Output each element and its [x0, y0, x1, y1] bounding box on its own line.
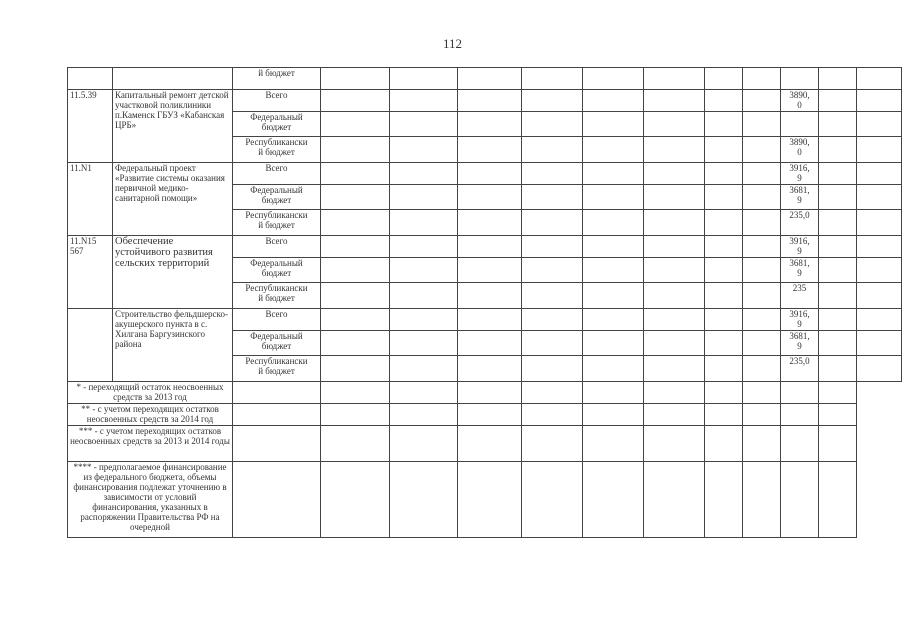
- empty-cell: [743, 404, 781, 426]
- empty-cell: [705, 112, 743, 137]
- empty-cell: [390, 404, 458, 426]
- empty-cell: [819, 356, 857, 382]
- empty-cell: [522, 185, 583, 210]
- empty-cell: [458, 356, 522, 382]
- empty-cell: [458, 163, 522, 185]
- empty-cell: [857, 90, 902, 112]
- empty-cell: [644, 90, 705, 112]
- empty-cell: [644, 137, 705, 163]
- empty-cell: [321, 68, 390, 90]
- table-row: [68, 90, 902, 112]
- empty-cell: [705, 163, 743, 185]
- amount-cell: 3681, 9: [781, 331, 819, 356]
- empty-cell: [743, 462, 781, 538]
- empty-cell: [644, 462, 705, 538]
- source-cell: й бюджет: [233, 68, 321, 90]
- empty-cell: [705, 236, 743, 258]
- empty-cell: [522, 356, 583, 382]
- program-code: 11.5.39: [68, 90, 113, 163]
- amount-cell: 235,0: [781, 210, 819, 236]
- empty-cell: [458, 137, 522, 163]
- empty-cell: [583, 236, 644, 258]
- empty-cell: [644, 356, 705, 382]
- funding-source: Федеральный бюджет: [233, 258, 321, 283]
- empty-cell: [458, 258, 522, 283]
- empty-cell: [458, 90, 522, 112]
- empty-cell: [390, 210, 458, 236]
- funding-source: Республикански й бюджет: [233, 137, 321, 163]
- empty-cell: [390, 112, 458, 137]
- empty-cell: [705, 68, 743, 90]
- empty-cell: [644, 331, 705, 356]
- empty-cell: [583, 258, 644, 283]
- empty-cell: [583, 331, 644, 356]
- empty-cell: [583, 90, 644, 112]
- empty-cell: [583, 426, 644, 462]
- empty-cell: [857, 68, 902, 90]
- empty-cell: [522, 210, 583, 236]
- empty-cell: [743, 163, 781, 185]
- empty-cell: [390, 258, 458, 283]
- empty-cell: [583, 382, 644, 404]
- empty-cell: [390, 90, 458, 112]
- empty-cell: [390, 462, 458, 538]
- funding-source: Республикански й бюджет: [233, 210, 321, 236]
- empty-cell: [819, 382, 857, 404]
- empty-cell: [705, 382, 743, 404]
- code-cell: [68, 68, 113, 90]
- name-cell: [113, 68, 233, 90]
- empty-cell: [321, 137, 390, 163]
- empty-cell: [743, 258, 781, 283]
- empty-cell: [321, 462, 390, 538]
- empty-cell: [705, 426, 743, 462]
- empty-cell: [857, 309, 902, 331]
- empty-cell: [819, 404, 857, 426]
- empty-cell: [583, 356, 644, 382]
- empty-cell: [819, 309, 857, 331]
- empty-cell: [321, 382, 390, 404]
- empty-cell: [857, 163, 902, 185]
- empty-cell: [743, 426, 781, 462]
- amount-cell: 3681, 9: [781, 185, 819, 210]
- empty-cell: [644, 210, 705, 236]
- empty-cell: [233, 382, 321, 404]
- empty-cell: [819, 68, 857, 90]
- table-row: [68, 404, 902, 426]
- empty-cell: [522, 236, 583, 258]
- empty-cell: [644, 309, 705, 331]
- empty-cell: [321, 426, 390, 462]
- empty-cell: [743, 283, 781, 309]
- table-row: [68, 309, 902, 331]
- empty-cell: [522, 309, 583, 331]
- page-number: 112: [442, 36, 463, 51]
- empty-cell: [819, 426, 857, 462]
- empty-cell: [743, 68, 781, 90]
- empty-cell: [583, 210, 644, 236]
- empty-cell: [390, 382, 458, 404]
- empty-cell: [458, 426, 522, 462]
- empty-cell: [705, 404, 743, 426]
- empty-cell: [321, 90, 390, 112]
- empty-cell: [644, 68, 705, 90]
- empty-cell: [458, 382, 522, 404]
- empty-cell: [857, 258, 902, 283]
- empty-cell: [857, 236, 902, 258]
- program-name: Федеральный проект «Развитие системы оказания первичной медико-санитарной помощи»: [113, 163, 233, 236]
- empty-cell: [644, 112, 705, 137]
- empty-cell: [522, 163, 583, 185]
- empty-cell: [390, 426, 458, 462]
- amount-cell: 3890, 0: [781, 90, 819, 112]
- empty-cell: [583, 68, 644, 90]
- empty-cell: [819, 462, 857, 538]
- funding-source: Всего: [233, 163, 321, 185]
- empty-cell: [458, 283, 522, 309]
- empty-cell: [522, 426, 583, 462]
- table-row: [68, 236, 902, 258]
- empty-cell: [522, 462, 583, 538]
- empty-cell: [743, 356, 781, 382]
- empty-cell: [390, 185, 458, 210]
- empty-cell: [644, 163, 705, 185]
- empty-cell: [321, 210, 390, 236]
- empty-cell: [583, 283, 644, 309]
- empty-cell: [644, 382, 705, 404]
- program-name: Капитальный ремонт детской участковой поликлиники п.Каменск ГБУЗ «Кабанская ЦРБ»: [113, 90, 233, 163]
- program-code: 11.N1: [68, 163, 113, 236]
- empty-cell: [781, 462, 819, 538]
- empty-cell: [705, 356, 743, 382]
- empty-cell: [321, 283, 390, 309]
- amount-cell: 3681, 9: [781, 258, 819, 283]
- empty-cell: [857, 112, 902, 137]
- table-row: [68, 68, 902, 90]
- empty-cell: [522, 258, 583, 283]
- empty-cell: [321, 404, 390, 426]
- empty-cell: [522, 382, 583, 404]
- empty-cell: [857, 331, 902, 356]
- empty-cell: [522, 331, 583, 356]
- empty-cell: [705, 462, 743, 538]
- empty-cell: [644, 258, 705, 283]
- empty-cell: [857, 356, 902, 382]
- empty-cell: [321, 258, 390, 283]
- amount-cell: 3916, 9: [781, 309, 819, 331]
- empty-cell: [743, 236, 781, 258]
- empty-cell: [705, 137, 743, 163]
- funding-source: Всего: [233, 90, 321, 112]
- empty-cell: [390, 163, 458, 185]
- empty-cell: [819, 137, 857, 163]
- empty-cell: [743, 90, 781, 112]
- empty-cell: [644, 283, 705, 309]
- empty-cell: [522, 283, 583, 309]
- empty-cell: [458, 331, 522, 356]
- empty-cell: [705, 331, 743, 356]
- footnote: ** - с учетом переходящих остатков неосвоенных средств за 2014 год: [68, 404, 233, 426]
- table-row: [68, 426, 902, 462]
- empty-cell: [583, 309, 644, 331]
- program-code: [68, 309, 113, 382]
- empty-cell: [743, 137, 781, 163]
- program-name: Обеспечение устойчивого развития сельских территорий: [113, 236, 233, 309]
- empty-cell: [819, 90, 857, 112]
- empty-cell: [781, 68, 819, 90]
- empty-cell: [583, 112, 644, 137]
- empty-cell: [819, 210, 857, 236]
- empty-cell: [857, 137, 902, 163]
- empty-cell: [321, 185, 390, 210]
- empty-cell: [583, 462, 644, 538]
- footnote: *** - с учетом переходящих остатков неосвоенных средств за 2013 и 2014 годы: [68, 426, 233, 462]
- empty-cell: [321, 236, 390, 258]
- empty-cell: [390, 236, 458, 258]
- empty-cell: [743, 309, 781, 331]
- empty-cell: [857, 210, 902, 236]
- empty-cell: [321, 356, 390, 382]
- budget-table: [67, 67, 902, 538]
- empty-cell: [458, 462, 522, 538]
- empty-cell: [781, 404, 819, 426]
- empty-cell: [705, 309, 743, 331]
- empty-cell: [819, 185, 857, 210]
- empty-cell: [458, 236, 522, 258]
- empty-cell: [233, 404, 321, 426]
- empty-cell: [458, 210, 522, 236]
- empty-cell: [390, 137, 458, 163]
- empty-cell: [743, 112, 781, 137]
- empty-cell: [819, 236, 857, 258]
- amount-cell: 3916, 9: [781, 163, 819, 185]
- program-name: Строительство фельдшерско-акушерского пункта в с. Хилгана Баргузинского района: [113, 309, 233, 382]
- empty-cell: [522, 404, 583, 426]
- funding-source: Республикански й бюджет: [233, 356, 321, 382]
- empty-cell: [857, 185, 902, 210]
- empty-cell: [321, 331, 390, 356]
- empty-cell: [644, 426, 705, 462]
- empty-cell: [644, 236, 705, 258]
- empty-cell: [743, 185, 781, 210]
- amount-cell: 3916, 9: [781, 236, 819, 258]
- funding-source: Всего: [233, 236, 321, 258]
- empty-cell: [644, 404, 705, 426]
- empty-cell: [705, 258, 743, 283]
- empty-cell: [819, 331, 857, 356]
- funding-source: Федеральный бюджет: [233, 185, 321, 210]
- empty-cell: [458, 112, 522, 137]
- empty-cell: [522, 112, 583, 137]
- empty-cell: [522, 137, 583, 163]
- empty-cell: [458, 404, 522, 426]
- empty-cell: [781, 382, 819, 404]
- empty-cell: [743, 210, 781, 236]
- empty-cell: [781, 426, 819, 462]
- empty-cell: [522, 68, 583, 90]
- empty-cell: [458, 68, 522, 90]
- table-row: [68, 163, 902, 185]
- empty-cell: [522, 90, 583, 112]
- footnote: **** - предполагаемое финансирование из федерального бюджета, объемы финансирования подлежат уточнению в зависимости от условий финансирования, указанных в распоряжении Правительства РФ на очередной: [68, 462, 233, 538]
- empty-cell: [390, 356, 458, 382]
- empty-cell: [705, 210, 743, 236]
- empty-cell: [390, 309, 458, 331]
- footnote: * - переходящий остаток неосвоенных средств за 2013 год: [68, 382, 233, 404]
- empty-cell: [321, 112, 390, 137]
- funding-source: Всего: [233, 309, 321, 331]
- empty-cell: [390, 331, 458, 356]
- empty-cell: [705, 185, 743, 210]
- funding-source: Федеральный бюджет: [233, 331, 321, 356]
- empty-cell: [819, 112, 857, 137]
- amount-cell: 235,0: [781, 356, 819, 382]
- empty-cell: [233, 426, 321, 462]
- funding-source: Республикански й бюджет: [233, 283, 321, 309]
- empty-cell: [857, 283, 902, 309]
- empty-cell: [583, 185, 644, 210]
- funding-source: Федеральный бюджет: [233, 112, 321, 137]
- empty-cell: [321, 309, 390, 331]
- empty-cell: [321, 163, 390, 185]
- empty-cell: [743, 382, 781, 404]
- empty-cell: [458, 309, 522, 331]
- amount-cell: [781, 112, 819, 137]
- empty-cell: [705, 90, 743, 112]
- empty-cell: [705, 283, 743, 309]
- empty-cell: [458, 185, 522, 210]
- empty-cell: [819, 283, 857, 309]
- table-row: [68, 462, 902, 538]
- empty-cell: [233, 462, 321, 538]
- empty-cell: [819, 258, 857, 283]
- amount-cell: 235: [781, 283, 819, 309]
- amount-cell: 3890, 0: [781, 137, 819, 163]
- empty-cell: [583, 163, 644, 185]
- table-row: [68, 382, 902, 404]
- program-code: 11.N15 567: [68, 236, 113, 309]
- empty-cell: [743, 331, 781, 356]
- empty-cell: [390, 68, 458, 90]
- empty-cell: [644, 185, 705, 210]
- empty-cell: [390, 283, 458, 309]
- empty-cell: [583, 404, 644, 426]
- empty-cell: [583, 137, 644, 163]
- empty-cell: [819, 163, 857, 185]
